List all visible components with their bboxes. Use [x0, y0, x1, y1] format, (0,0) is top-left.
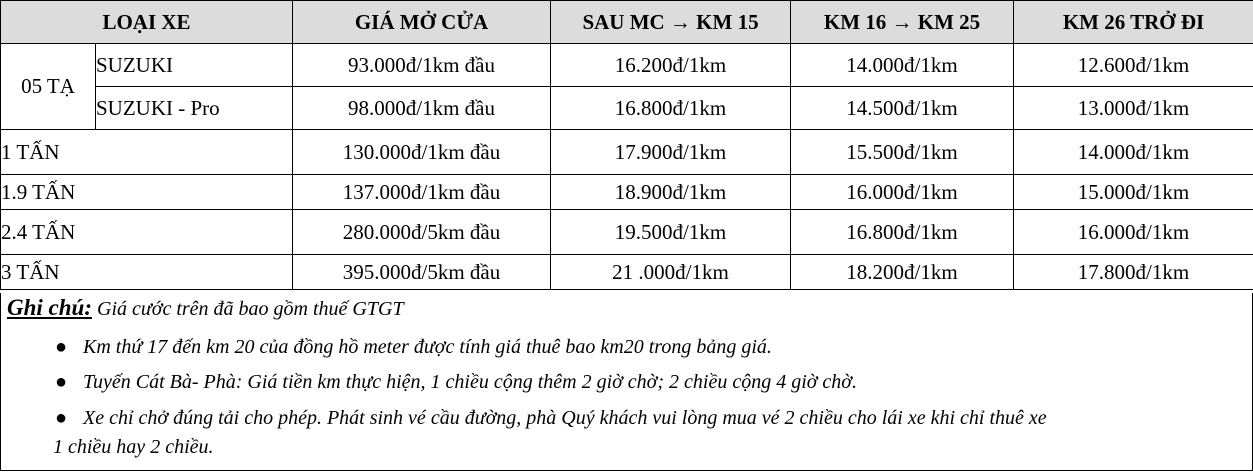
price-km26-plus: 16.000đ/1km — [1014, 210, 1253, 255]
note-text-continuation: 1 chiều hay 2 chiều. — [53, 436, 214, 458]
header-to-km15: SAU MC → KM 15 — [551, 1, 791, 44]
bullet-icon: ● — [55, 336, 68, 358]
note-item — [55, 371, 857, 394]
price-km26-plus: 17.800đ/1km — [1014, 255, 1253, 290]
table-row — [1, 210, 1253, 255]
price-to-km15: 16.200đ/1km — [551, 44, 791, 87]
header-km16-25: KM 16 → KM 25 — [791, 1, 1014, 44]
bullet-icon: ● — [55, 371, 68, 393]
table-row — [1, 87, 1253, 130]
group-label-05-ta: 05 TẠ — [1, 44, 96, 130]
notes-heading — [7, 295, 404, 321]
price-to-km15: 21 .000đ/1km — [551, 255, 791, 290]
price-km26-plus: 14.000đ/1km — [1014, 130, 1253, 175]
opening-price: 280.000đ/5km đầu — [293, 210, 551, 255]
notes-box — [0, 293, 1253, 471]
price-km16-25: 15.500đ/1km — [791, 130, 1014, 175]
opening-price: 137.000đ/1km đầu — [293, 175, 551, 210]
price-km16-25: 18.200đ/1km — [791, 255, 1014, 290]
price-km16-25: 14.500đ/1km — [791, 87, 1014, 130]
notes-label: Ghi chú: — [7, 295, 92, 320]
table-row — [1, 130, 1253, 175]
price-to-km15: 18.900đ/1km — [551, 175, 791, 210]
opening-price: 98.000đ/1km đầu — [293, 87, 551, 130]
vehicle-name: 1.9 TẤN — [1, 175, 293, 210]
price-to-km15: 16.800đ/1km — [551, 87, 791, 130]
note-item — [55, 336, 772, 359]
table-row — [1, 255, 1253, 290]
header-vehicle-type: LOẠI XE — [1, 1, 293, 44]
price-to-km15: 17.900đ/1km — [551, 130, 791, 175]
header-row — [1, 1, 1253, 44]
price-km26-plus: 15.000đ/1km — [1014, 175, 1253, 210]
price-to-km15: 19.500đ/1km — [551, 210, 791, 255]
opening-price: 93.000đ/1km đầu — [293, 44, 551, 87]
note-text: Tuyến Cát Bà- Phà: Giá tiền km thực hiện, 1 chiều cộng thêm 2 giờ chờ; 2 chiều cộng 4 giờ chờ. — [83, 371, 857, 393]
table-row — [1, 175, 1253, 210]
vehicle-name: 3 TẤN — [1, 255, 293, 290]
price-km16-25: 16.800đ/1km — [791, 210, 1014, 255]
vehicle-name: SUZUKI — [96, 44, 293, 87]
header-opening-price: GIÁ MỞ CỬA — [293, 1, 551, 44]
note-text: Km thứ 17 đến km 20 của đồng hồ meter được tính giá thuê bao km20 trong bảng giá. — [83, 336, 772, 358]
notes-intro: Giá cước trên đã bao gồm thuế GTGT — [92, 298, 404, 320]
vehicle-name: 2.4 TẤN — [1, 210, 293, 255]
note-text: Xe chỉ chở đúng tải cho phép. Phát sinh vé cầu đường, phà Quý khách vui lòng mua vé 2 chiều cho lái xe khi chỉ thuê xe — [83, 407, 1047, 429]
opening-price: 395.000đ/5km đầu — [293, 255, 551, 290]
opening-price: 130.000đ/1km đầu — [293, 130, 551, 175]
bullet-icon: ● — [55, 407, 68, 429]
vehicle-name: 1 TẤN — [1, 130, 293, 175]
header-km26-plus: KM 26 TRỞ ĐI — [1014, 1, 1253, 44]
price-km26-plus: 13.000đ/1km — [1014, 87, 1253, 130]
price-km16-25: 16.000đ/1km — [791, 175, 1014, 210]
table-row — [1, 44, 1253, 87]
price-km16-25: 14.000đ/1km — [791, 44, 1014, 87]
note-item — [55, 407, 1047, 430]
vehicle-name: SUZUKI - Pro — [96, 87, 293, 130]
price-km26-plus: 12.600đ/1km — [1014, 44, 1253, 87]
